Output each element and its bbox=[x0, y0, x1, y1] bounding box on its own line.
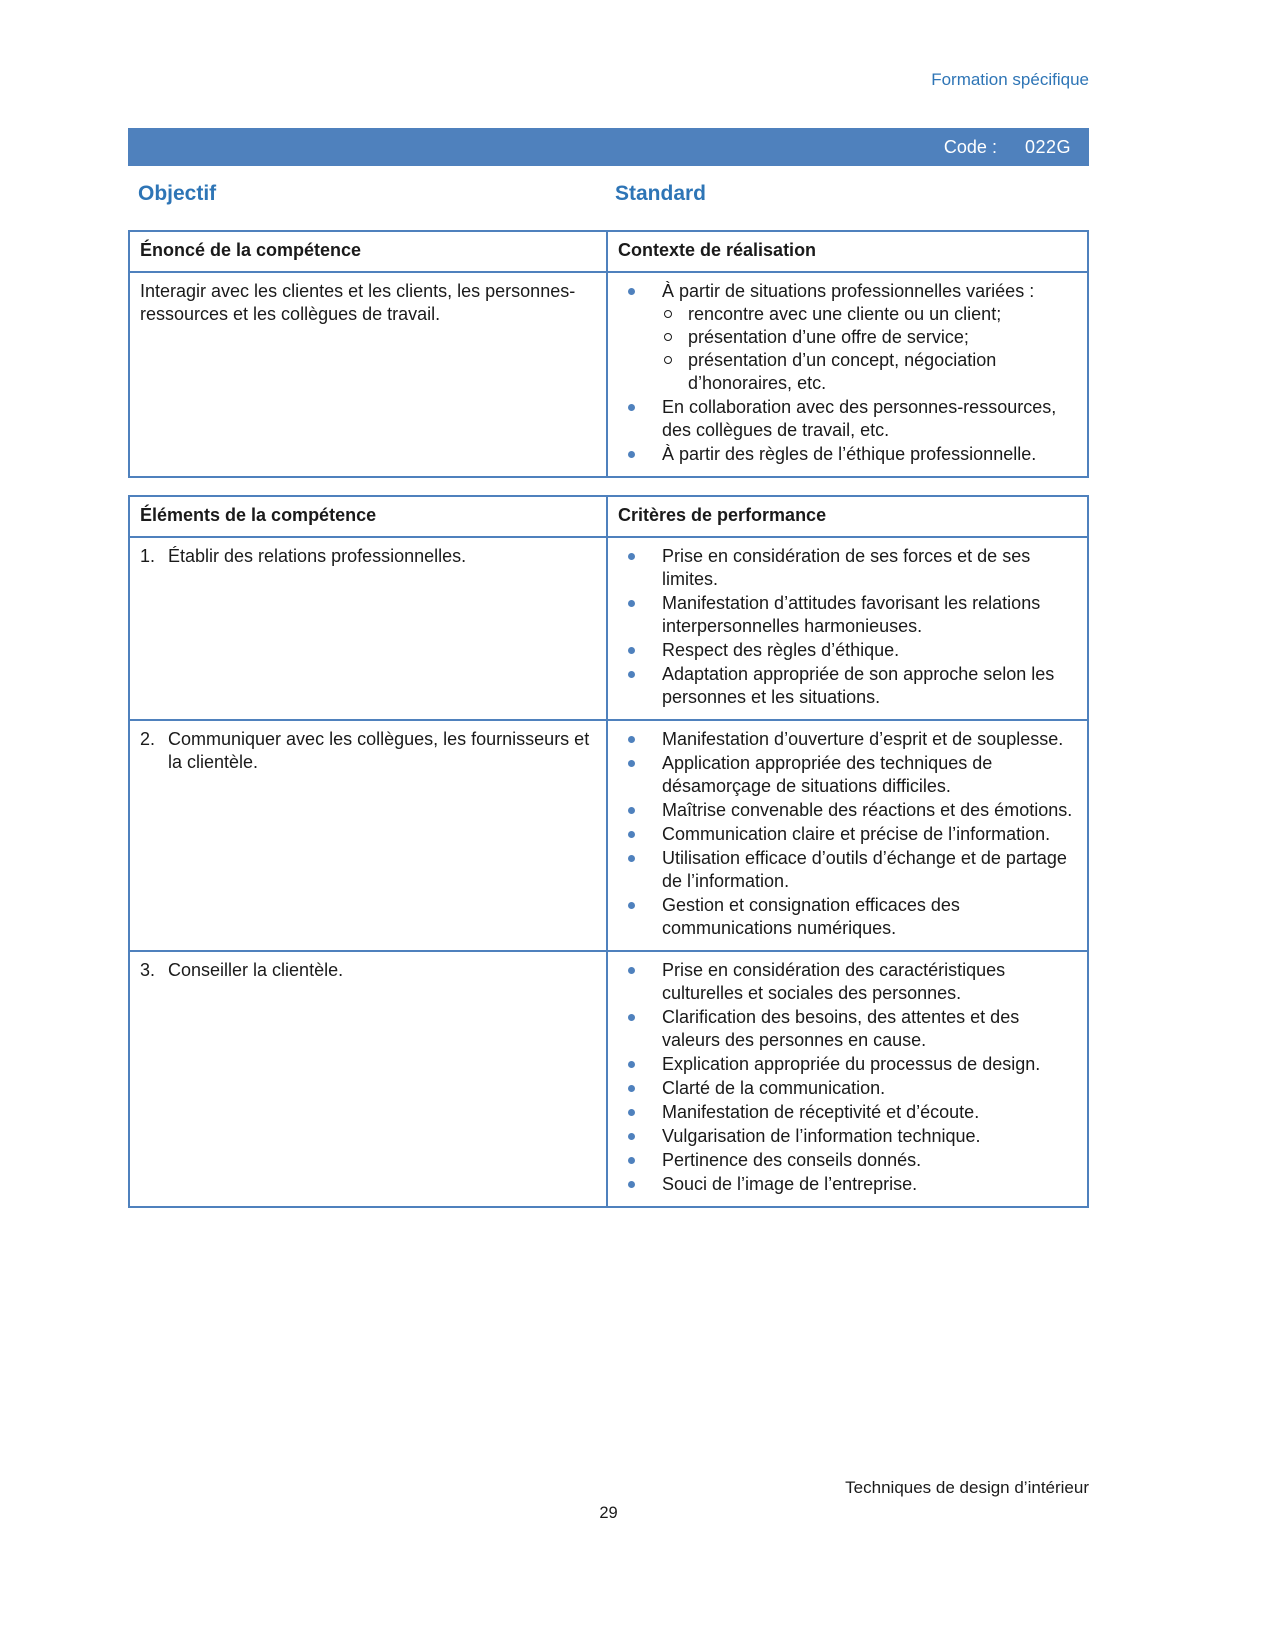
elements-header: Éléments de la compétence bbox=[140, 505, 377, 525]
criteria-header: Critères de performance bbox=[606, 497, 1087, 536]
criteria-item: Utilisation efficace d’outils d’échange et de partage de l’information. bbox=[608, 847, 1079, 893]
competency-statement-table bbox=[128, 230, 1089, 478]
page-number: 29 bbox=[599, 1504, 618, 1522]
criteria-item: Explication appropriée du processus de design. bbox=[608, 1053, 1079, 1076]
page-content bbox=[128, 0, 1089, 1650]
criteria-item: Respect des règles d’éthique. bbox=[608, 639, 1079, 662]
standard-title: Standard bbox=[615, 182, 707, 205]
code-label: Code : bbox=[943, 136, 997, 157]
context-sublist bbox=[662, 303, 1079, 395]
criteria-item: Souci de l’image de l’entreprise. bbox=[608, 1173, 1079, 1196]
section-header: Formation spécifique bbox=[931, 70, 1089, 89]
context-list bbox=[608, 280, 1079, 466]
criteria-item: Maîtrise convenable des réactions et des émotions. bbox=[608, 799, 1079, 822]
context-subitem: présentation d’un concept, négociation d’honoraires, etc. bbox=[662, 349, 1079, 395]
element-text: Conseiller la clientèle. bbox=[168, 960, 344, 980]
criteria-list bbox=[608, 545, 1079, 709]
element-row-3 bbox=[130, 950, 1087, 1206]
criteria-item: Gestion et consignation efficaces des communications numériques. bbox=[608, 894, 1079, 940]
code-value: 022G bbox=[1024, 136, 1071, 157]
context-item-text: À partir de situations professionnelles variées : bbox=[662, 281, 1035, 301]
criteria-item: Adaptation appropriée de son approche selon les personnes et les situations. bbox=[608, 663, 1079, 709]
element-number: 2. bbox=[140, 729, 156, 749]
statement-header: Énoncé de la compétence bbox=[140, 240, 362, 260]
table1-header-row bbox=[130, 232, 1087, 271]
element-number: 3. bbox=[140, 960, 156, 980]
context-item bbox=[608, 280, 1079, 395]
criteria-item: Clarification des besoins, des attentes et des valeurs des personnes en cause. bbox=[608, 1006, 1079, 1052]
criteria-item: Pertinence des conseils donnés. bbox=[608, 1149, 1079, 1172]
element-row-2 bbox=[130, 719, 1087, 950]
criteria-item: Manifestation de réceptivité et d’écoute. bbox=[608, 1101, 1079, 1124]
criteria-item: Application appropriée des techniques de désamorçage de situations difficiles. bbox=[608, 752, 1079, 798]
criteria-list bbox=[608, 728, 1079, 940]
context-subitem: présentation d’une offre de service; bbox=[662, 326, 1079, 349]
criteria-list bbox=[608, 959, 1079, 1196]
competency-elements-table bbox=[128, 495, 1089, 1208]
objective-title: Objectif bbox=[138, 182, 217, 205]
criteria-item: Clarté de la communication. bbox=[608, 1077, 1079, 1100]
element-cell bbox=[130, 952, 606, 1206]
context-item: En collaboration avec des personnes-ressources, des collègues de travail, etc. bbox=[608, 396, 1079, 442]
column-titles bbox=[128, 182, 1089, 210]
document-footer: Techniques de design d’intérieur bbox=[845, 1478, 1089, 1497]
element-item bbox=[140, 728, 594, 774]
criteria-item: Vulgarisation de l’information technique. bbox=[608, 1125, 1079, 1148]
element-cell bbox=[130, 721, 606, 950]
code-banner bbox=[128, 128, 1089, 166]
criteria-item: Manifestation d’ouverture d’esprit et de souplesse. bbox=[608, 728, 1079, 751]
element-row-1 bbox=[130, 536, 1087, 719]
criteria-item: Communication claire et précise de l’information. bbox=[608, 823, 1079, 846]
criteria-cell bbox=[606, 538, 1087, 719]
element-item bbox=[140, 545, 594, 568]
context-header: Contexte de réalisation bbox=[606, 232, 1087, 271]
element-text: Établir des relations professionnelles. bbox=[168, 546, 467, 566]
statement-cell bbox=[130, 273, 606, 476]
table2-header-row bbox=[130, 497, 1087, 536]
criteria-item: Prise en considération des caractéristiques culturelles et sociales des personnes. bbox=[608, 959, 1079, 1005]
context-cell bbox=[606, 273, 1087, 476]
table1-body-row bbox=[130, 271, 1087, 476]
competency-statement: Interagir avec les clientes et les clients, les personnes-ressources et les collègues de travail. bbox=[140, 281, 576, 324]
element-number: 1. bbox=[140, 546, 156, 566]
criteria-item: Prise en considération de ses forces et de ses limites. bbox=[608, 545, 1079, 591]
context-subitem: rencontre avec une cliente ou un client; bbox=[662, 303, 1079, 326]
criteria-item: Manifestation d’attitudes favorisant les relations interpersonnelles harmonieuses. bbox=[608, 592, 1079, 638]
criteria-cell bbox=[606, 952, 1087, 1206]
element-cell bbox=[130, 538, 606, 719]
criteria-cell bbox=[606, 721, 1087, 950]
element-item bbox=[140, 959, 594, 982]
element-text: Communiquer avec les collègues, les fournisseurs et la clientèle. bbox=[168, 729, 590, 772]
context-item: À partir des règles de l’éthique professionnelle. bbox=[608, 443, 1079, 466]
